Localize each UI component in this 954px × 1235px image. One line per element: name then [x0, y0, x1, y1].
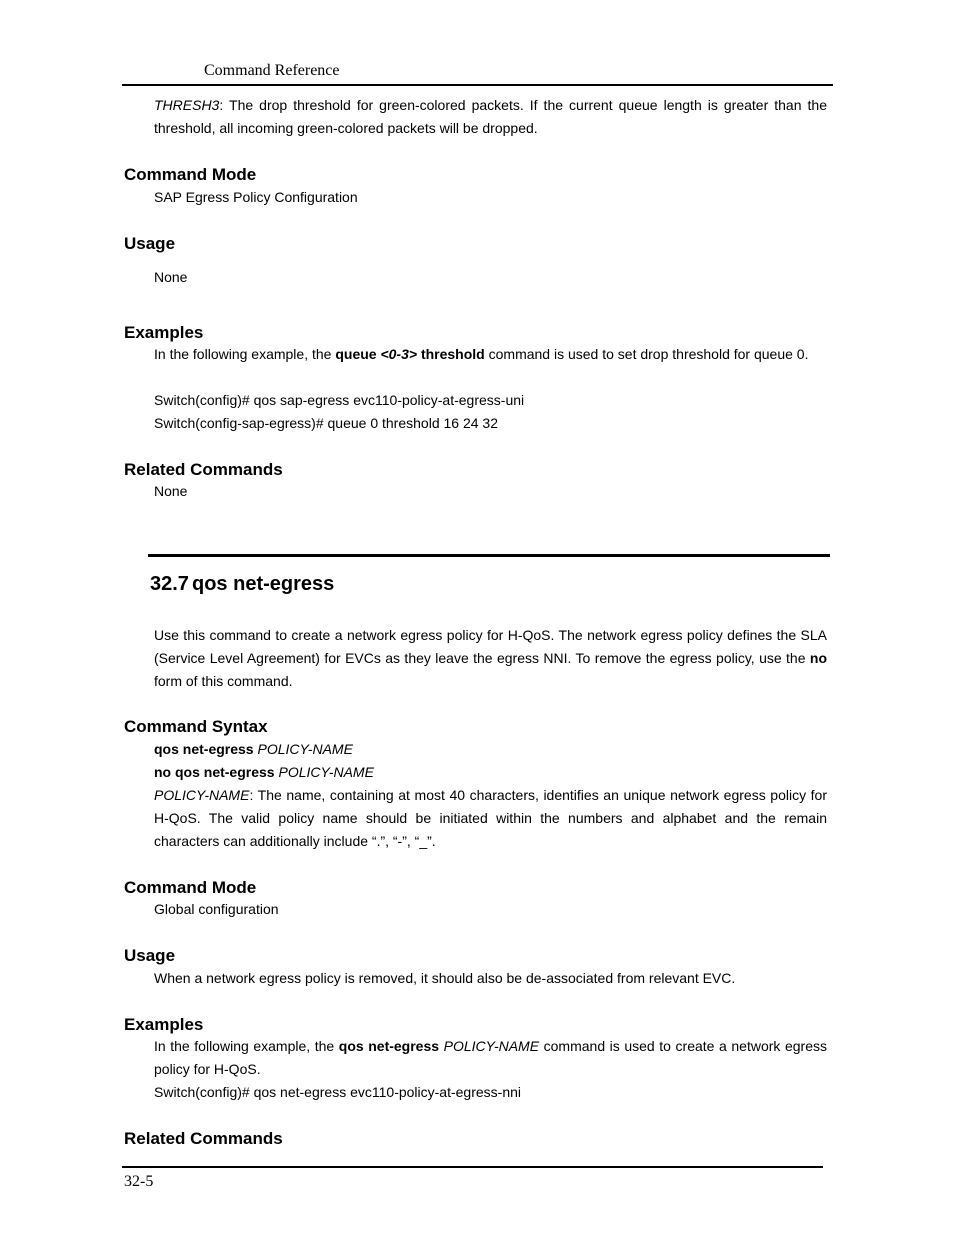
syntax-cmd: no qos net-egress: [154, 764, 275, 780]
related-commands-text: None: [154, 483, 188, 499]
examples-intro: [154, 343, 827, 366]
section-intro: [154, 624, 827, 693]
usage-text: When a network egress policy is removed, it should also be de-associated from relevant EVC.: [154, 970, 736, 986]
command-mode-text: SAP Egress Policy Configuration: [154, 189, 358, 205]
example-code-line: Switch(config-sap-egress)# queue 0 threshold 16 24 32: [154, 415, 498, 431]
section-intro-pre: Use this command to create a network egress policy for H-QoS. The network egress policy defines the SLA (Service Level Agreement) for EVCs as they leave the egress NNI. To remove the egress policy, use the: [154, 627, 827, 666]
thresh3-text: : The drop threshold for green-colored packets. If the current queue length is greater than the threshold, all incoming green-colored packets will be dropped.: [154, 97, 827, 136]
command-mode-text: Global configuration: [154, 901, 279, 917]
section-rule: [148, 554, 830, 557]
syntax-cmd: qos net-egress: [154, 741, 254, 757]
command-mode-heading: Command Mode: [124, 878, 257, 897]
footer-rule: [122, 1166, 823, 1168]
examples-intro-post: command is used to create a network egress policy for H-QoS.: [154, 1038, 828, 1077]
command-mode-heading: Command Mode: [124, 165, 257, 184]
page-number: 32-5: [124, 1173, 154, 1190]
examples-cmd-queue: queue: [335, 346, 381, 362]
usage-heading: Usage: [124, 234, 176, 253]
usage-heading: Usage: [124, 946, 176, 965]
examples-heading: Examples: [124, 1015, 204, 1034]
thresh3-description: [154, 94, 827, 140]
examples-cmd-range: <0-3>: [380, 346, 418, 362]
section-intro-post: form of this command.: [154, 673, 293, 689]
examples-heading: Examples: [124, 323, 204, 342]
thresh3-param: THRESH3: [154, 97, 220, 113]
example-code-line: Switch(config)# qos sap-egress evc110-policy-at-egress-uni: [154, 392, 525, 408]
param-text: : The name, containing at most 40 characters, identifies an unique network egress policy for H-QoS. The valid policy name should be initiated within the numbers and alphabet and the remain characters can additionally include “.”, “-”, “_”.: [154, 787, 827, 849]
param-name: POLICY-NAME: [154, 787, 250, 803]
syntax-arg: POLICY-NAME: [257, 741, 353, 757]
section-intro-no: no: [809, 650, 827, 666]
examples-cmd-threshold: threshold: [417, 346, 485, 362]
example-code-line: Switch(config)# qos net-egress evc110-policy-at-egress-nni: [154, 1084, 522, 1100]
examples-intro-pre: In the following example, the: [154, 346, 336, 362]
syntax-line-remove: [154, 761, 374, 784]
section-title: [150, 571, 334, 597]
section-number: 32.7: [150, 573, 189, 595]
examples-cmd: qos net-egress: [338, 1038, 440, 1054]
header-rule: [122, 84, 833, 86]
examples-arg: POLICY-NAME: [443, 1038, 540, 1054]
examples-intro-post: command is used to set drop threshold for queue 0.: [484, 346, 809, 362]
examples-intro: [154, 1035, 827, 1081]
related-commands-heading: Related Commands: [124, 460, 283, 479]
policy-name-description: [154, 784, 827, 853]
examples-intro-pre: In the following example, the: [154, 1038, 339, 1054]
syntax-arg: POLICY-NAME: [278, 764, 374, 780]
usage-text: None: [154, 269, 188, 285]
command-syntax-heading: Command Syntax: [124, 717, 268, 736]
related-commands-heading: Related Commands: [124, 1129, 283, 1148]
running-header-title: Command Reference: [204, 62, 340, 79]
section-name: qos net-egress: [192, 573, 335, 595]
syntax-line-create: [154, 738, 353, 761]
